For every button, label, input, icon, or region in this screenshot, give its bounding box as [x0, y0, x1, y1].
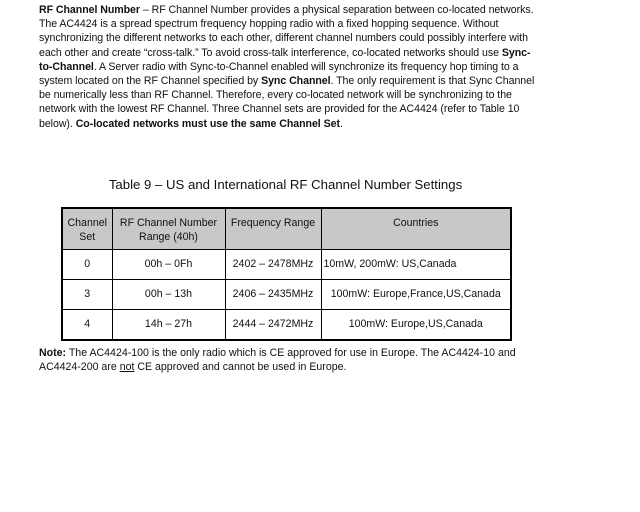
table-caption: Table 9 – US and International RF Channel Number Settings — [108, 177, 463, 192]
note-text: CE approved and cannot be used in Europe. — [134, 361, 347, 374]
paragraph-heading: RF Channel Number — [39, 4, 140, 16]
sync-to-channel-term: Sync-to-Channel — [39, 46, 531, 73]
header-rf-range — [112, 208, 225, 249]
cell-channel-set: 4 — [62, 309, 112, 340]
cell-channel-set: 0 — [62, 249, 112, 279]
rf-channel-table — [61, 207, 512, 341]
cell-frequency: 2444 – 2472MHz — [225, 309, 321, 340]
channel-set-requirement: Co-located networks must use the same Channel Set — [75, 117, 340, 130]
header-channel-set-line2: Set — [79, 231, 96, 243]
header-channel-set — [62, 208, 112, 249]
header-rf-range-line1: RF Channel Number — [119, 217, 218, 229]
header-channel-set-line1: Channel — [67, 217, 107, 229]
table-row — [62, 249, 511, 279]
note-label: Note: — [39, 347, 67, 359]
cell-frequency: 2406 – 2435MHz — [225, 279, 321, 309]
cell-channel-set: 3 — [62, 279, 112, 309]
header-frequency: Frequency Range — [225, 208, 321, 249]
table-header-row — [62, 208, 511, 249]
table-row — [62, 309, 511, 340]
note-emphasis-not: not — [119, 361, 135, 374]
cell-countries: 10mW, 200mW: US,Canada — [321, 249, 511, 279]
cell-rf-range: 00h – 13h — [112, 279, 225, 309]
cell-rf-range: 14h – 27h — [112, 309, 225, 340]
header-countries: Countries — [321, 208, 511, 249]
paragraph-text: . The only requirement is that Sync Channel be numerically less than RF Channel. Therefore, every co-located network will be synchronizing to the network with the lowest RF Channel. Three Channel sets are provided for the AC4424 (refer to Table 10 below). — [39, 75, 535, 130]
header-rf-range-line2: Range (40h) — [139, 231, 198, 243]
cell-frequency: 2402 – 2478MHz — [225, 249, 321, 279]
paragraph-text: – RF Channel Number provides a physical separation between co-located networks. The AC4424 is a spread spectrum frequency hopping radio with a fixed hopping sequence. Without synchronizing the different networks to each other, different channel numbers could possibly interfere with each other and create “cross-talk.” To avoid cross-talk interference, co-located networks should use — [39, 4, 534, 59]
note-text: The AC4424-100 is the only radio which is CE approved for use in Europe. The AC4424-10 and AC4424-200 are — [39, 347, 516, 374]
sync-channel-term: Sync Channel — [261, 75, 331, 88]
paragraph-text: . A Server radio with Sync-to-Channel enabled will synchronize its frequency hop timing to a system located on the RF Channel specified by — [39, 60, 519, 88]
rf-channel-number-paragraph — [39, 3, 539, 131]
cell-countries: 100mW: Europe,US,Canada — [321, 309, 511, 340]
table-row — [62, 279, 511, 309]
cell-countries: 100mW: Europe,France,US,Canada — [321, 279, 511, 309]
ce-approval-note — [39, 346, 539, 374]
cell-rf-range: 00h – 0Fh — [112, 249, 225, 279]
paragraph-text: . — [339, 117, 343, 130]
